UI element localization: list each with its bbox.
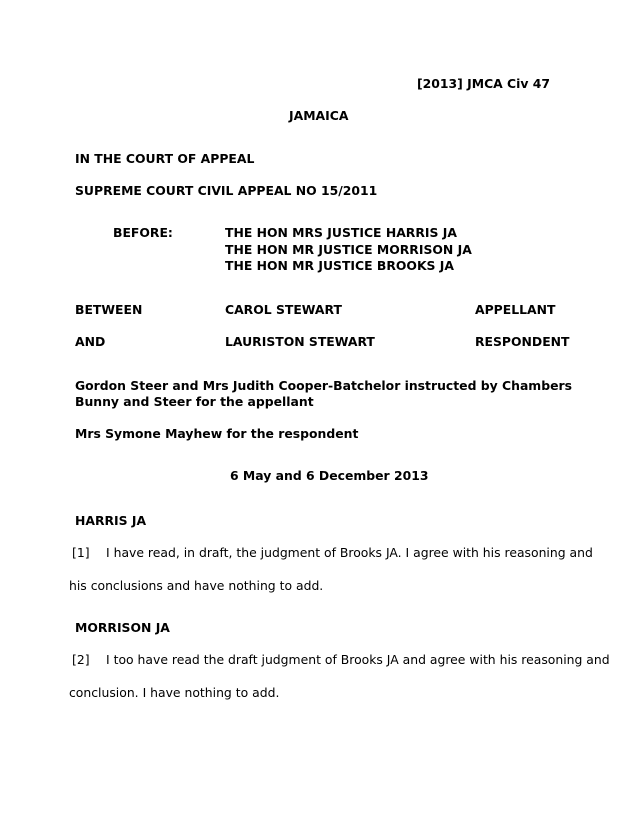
paragraph-text: I have read, in draft, the judgment of Brooks JA. I agree with his reasoning and	[106, 545, 593, 560]
jurisdiction-heading: JAMAICA	[289, 108, 349, 123]
paragraph-number: [1]	[72, 545, 90, 560]
paragraph-text: his conclusions and have nothing to add.	[69, 578, 324, 593]
party-connector: BETWEEN	[75, 302, 143, 317]
judge-heading: HARRIS JA	[75, 513, 147, 528]
counsel-appellant-line: Bunny and Steer for the appellant	[75, 394, 314, 409]
judge-line: THE HON MR JUSTICE MORRISON JA	[225, 242, 472, 257]
case-number: SUPREME COURT CIVIL APPEAL NO 15/2011	[75, 183, 378, 198]
counsel-respondent: Mrs Symone Mayhew for the respondent	[75, 426, 359, 441]
citation: [2013] JMCA Civ 47	[417, 76, 551, 91]
paragraph-text: I too have read the draft judgment of Brooks JA and agree with his reasoning and	[106, 652, 610, 667]
before-label: BEFORE:	[113, 225, 173, 240]
paragraph-number: [2]	[72, 652, 90, 667]
party-connector: AND	[75, 334, 106, 349]
judge-line: THE HON MRS JUSTICE HARRIS JA	[225, 225, 457, 240]
hearing-dates: 6 May and 6 December 2013	[230, 468, 429, 483]
judge-heading: MORRISON JA	[75, 620, 170, 635]
judge-line: THE HON MR JUSTICE BROOKS JA	[225, 258, 454, 273]
counsel-appellant-line: Gordon Steer and Mrs Judith Cooper-Batchelor instructed by Chambers	[75, 378, 572, 393]
court-name: IN THE COURT OF APPEAL	[75, 151, 255, 166]
party-name: LAURISTON STEWART	[225, 334, 375, 349]
party-name: CAROL STEWART	[225, 302, 342, 317]
party-role: RESPONDENT	[475, 334, 570, 349]
paragraph-text: conclusion. I have nothing to add.	[69, 685, 280, 700]
party-role: APPELLANT	[475, 302, 556, 317]
